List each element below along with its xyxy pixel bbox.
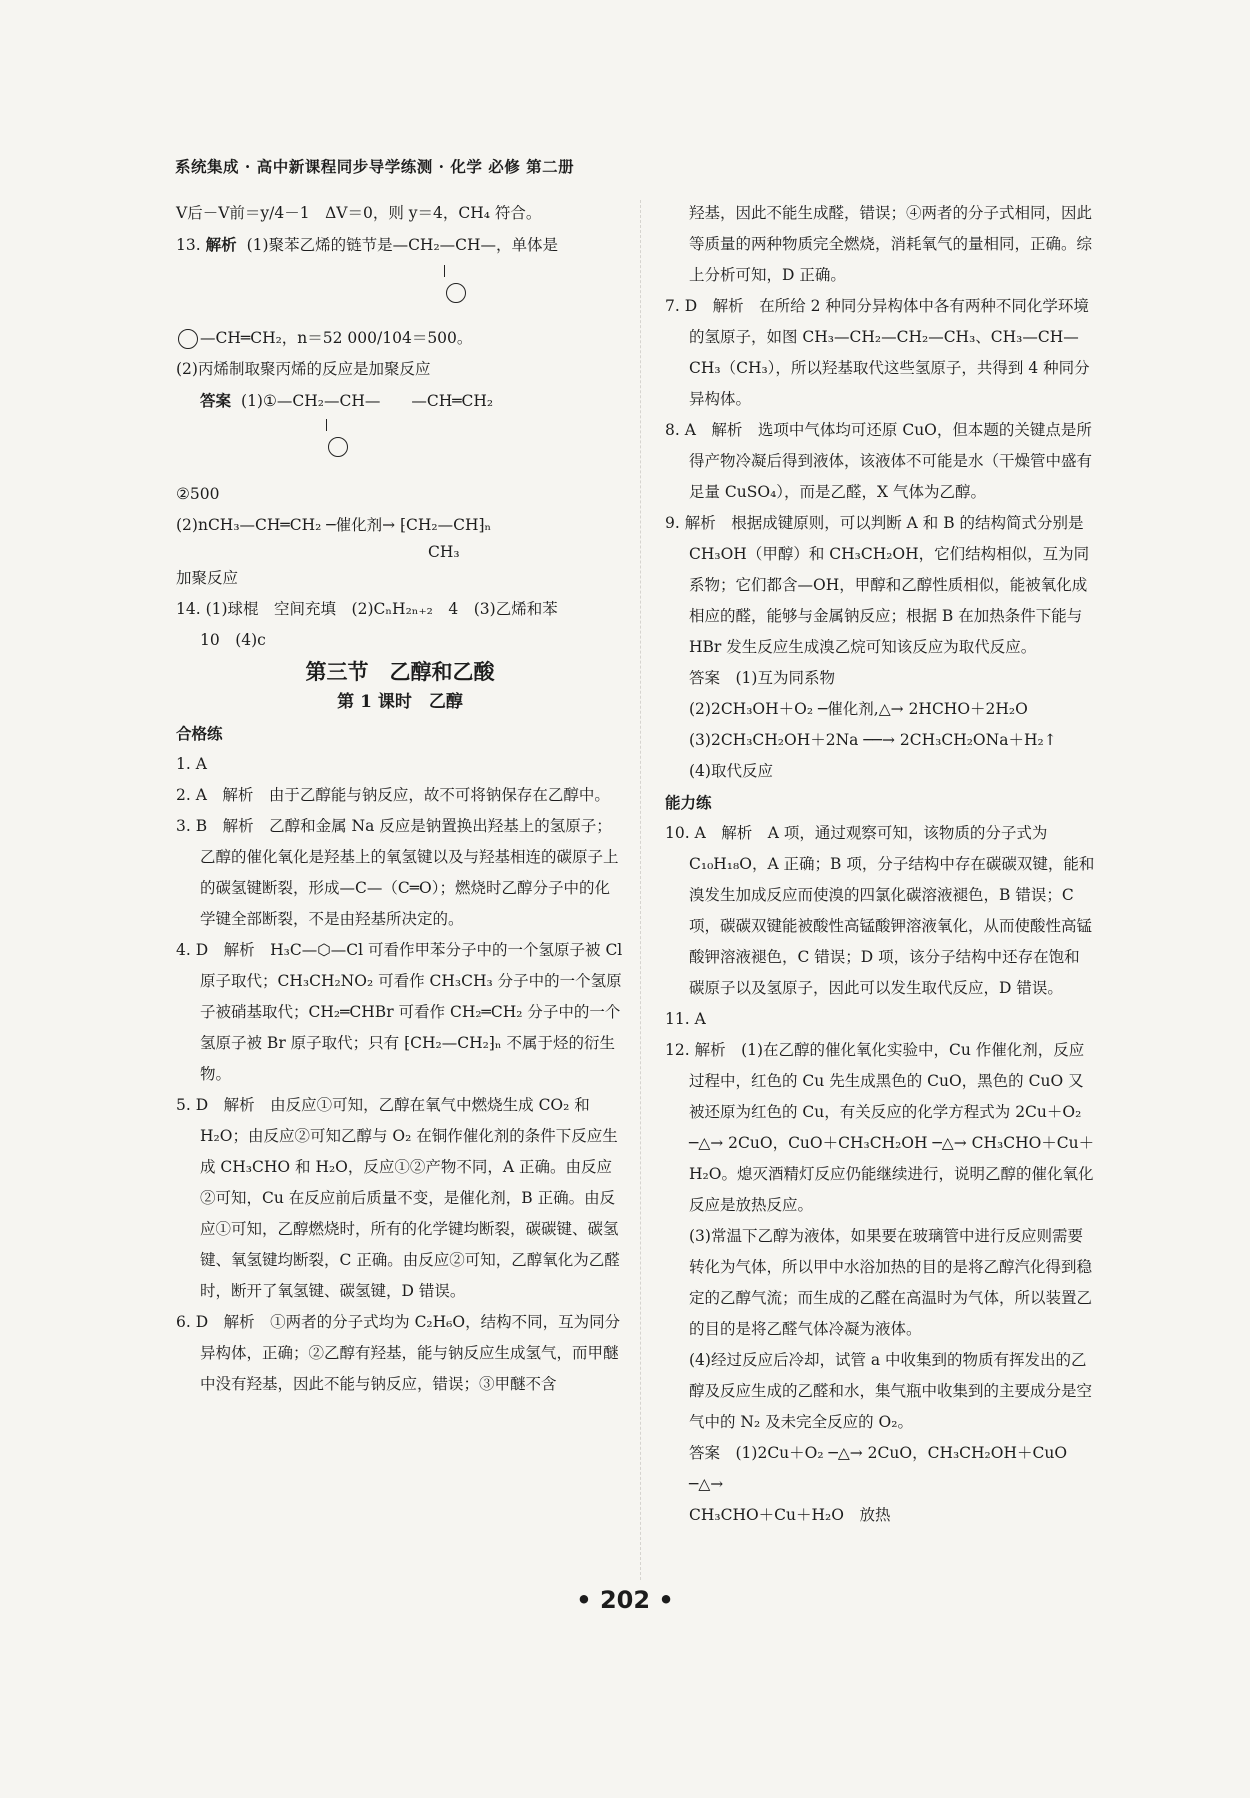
left-column [176, 198, 624, 1400]
q1: 1. A [176, 755, 207, 773]
running-header: 系统集成 · 高中新课程同步导学练测 · 化学 必修 第二册 [175, 157, 575, 176]
q11: 11. A [665, 1010, 706, 1028]
benzene-structure [176, 261, 624, 323]
answer-structure [176, 417, 624, 479]
q7: 7. D 解析 在所给 2 种同分异构体中各有两种不同化学环境的氢原子，如图 CH₃—CH₂—CH₂—CH₃、CH₃—CH—CH₃（CH₃），所以羟基取代这些氢原子，共得到 4 种同分异构体。 [665, 297, 1090, 408]
q13-answer-2: ②500 [176, 485, 220, 503]
lesson-title: 第 1 课时 乙醇 [337, 692, 463, 712]
q9-answer-4: (4)取代反应 [689, 762, 773, 780]
ability-label: 能力练 [665, 793, 712, 812]
q8: 8. A 解析 选项中气体均可还原 CuO，但本题的关键点是所得产物冷凝后得到液体，该液体不可能是水（干燥管中盛有足量 CuSO₄），而是乙醛，X 气体为乙醇。 [665, 421, 1093, 501]
q14-cont: 10 (4)c [200, 631, 266, 649]
q5: 5. D 解析 由反应①可知，乙醇在氧气中燃烧生成 CO₂ 和 H₂O；由反应②可知乙醇与 O₂ 在铜作催化剂的条件下反应生成 CH₃CHO 和 H₂O，反应①②产物不同，A 正确。由反应②可知，Cu 在反应前后质量不变，是催化剂，B 正确。由反应①可知，乙醇燃烧时，所有的化学键均断裂，碳碳键、碳氢键、氧氢键均断裂，C 正确。由反应②可知，乙醇氧化为乙醛时，断开了氧氢键、碳氢键，D 错误。 [176, 1096, 620, 1300]
q13-answer-3: (2)nCH₃—CH═CH₂ ─催化剂→ ⁅CH₂—CH⁆ₙ [176, 516, 492, 534]
q13-note: (2)丙烯制取聚丙烯的反应是加聚反应 [176, 360, 431, 378]
q6: 6. D 解析 ①两者的分子式均为 C₂H₆O，结构不同，互为同分异构体，正确；②乙醇有羟基，能与钠反应生成氢气，而甲醚中没有羟基，因此不能与钠反应，错误；③甲醚不含 [176, 1313, 621, 1393]
q2: 2. A 解析 由于乙醇能与钠反应，故不可将钠保存在乙醇中。 [176, 786, 610, 804]
q12-part3: (3)常温下乙醇为液体，如果要在玻璃管中进行反应则需要转化为气体，所以甲中水浴加热的目的是将乙醇汽化得到稳定的乙醇气流；而生成的乙醛在高温时为气体，所以装置乙的目的是将乙醛气体冷凝为液体。 [689, 1227, 1093, 1338]
q4: 4. D 解析 H₃C—⬡—Cl 可看作甲苯分子中的一个氢原子被 Cl 原子取代；CH₃CH₂NO₂ 可看作 CH₃CH₃ 分子中的一个氢原子被硝基取代；CH₂═CHBr 可看作 CH₂═CH₂ 分子中的一个氢原子被 Br 原子取代；只有 ⁅CH₂—CH₂⁆ₙ 不属于烃的衍生物。 [176, 941, 623, 1083]
q13-analysis: 13. 解析 (1)聚苯乙烯的链节是—CH₂—CH—，单体是 [176, 235, 559, 254]
practice-label: 合格练 [176, 724, 223, 743]
q9: 9. 解析 根据成键原则，可以判断 A 和 B 的结构简式分别是 CH₃OH（甲醇）和 CH₃CH₂OH，它们结构相似，互为同系物；它们都含—OH，甲醇和乙醇性质相似，能被氧化成相应的醛，能够与金属钠反应；根据 B 在加热条件下能与 HBr 发生反应生成溴乙烷可知该反应为取代反应。 [665, 514, 1090, 656]
q9-answer-2: (2)2CH₃OH＋O₂ ─催化剂,△→ 2HCHO＋2H₂O [689, 700, 1028, 718]
q13-monomer: —CH═CH₂，n＝52 000/104＝500。 [176, 323, 624, 354]
q9-answer-3: (3)2CH₃CH₂OH＋2Na ──→ 2CH₃CH₂ONa＋H₂↑ [689, 731, 1057, 749]
benzene-ring-icon [178, 329, 198, 349]
q6-cont: 羟基，因此不能生成醛，错误；④两者的分子式相同，因此等质量的两种物质完全燃烧，消耗氧气的量相同，正确。综上分析可知，D 正确。 [689, 204, 1093, 284]
column-divider [640, 200, 641, 1580]
section-title: 第三节 乙醇和乙酸 [305, 659, 495, 684]
q13-answer: 答案 (1)①—CH₂—CH— —CH═CH₂ [200, 391, 494, 410]
benzene-ring-icon [446, 283, 466, 303]
formula-line: V后－V前＝y/4－1 ΔV＝0，则 y＝4，CH₄ 符合。 [176, 204, 542, 222]
q12-answer-1: 答案 (1)2Cu＋O₂ ─△→ 2CuO，CH₃CH₂OH＋CuO ─△→ [689, 1444, 1068, 1493]
right-column [665, 198, 1095, 1531]
q10: 10. A 解析 A 项，通过观察可知，该物质的分子式为 C₁₀H₁₈O，A 正确；B 项，分子结构中存在碳碳双键，能和溴发生加成反应而使溴的四氯化碳溶液褪色，B 错误；C 项，碳碳双键能被酸性高锰酸钾溶液氧化，从而使酸性高锰酸钾溶液褪色，C 错误；D 项，该分子结构中还存在饱和碳原子以及氢原子，因此可以发生取代反应，D 错误。 [665, 824, 1095, 997]
q3: 3. B 解析 乙醇和金属 Na 反应是钠置换出羟基上的氢原子；乙醇的催化氧化是羟基上的氧氢键以及与羟基相连的碳原子上的碳氢键断裂，形成—C—（C═O）；燃烧时乙醇分子中的化学键全部断裂，不是由羟基所决定的。 [176, 817, 619, 928]
q9-answer-1: 答案 (1)互为同系物 [689, 669, 835, 687]
benzene-ring-icon [328, 437, 348, 457]
q12-answer-2: CH₃CHO＋Cu＋H₂O 放热 [689, 1506, 891, 1524]
q13-answer-3-branch: CH₃ [428, 543, 460, 561]
page-number: • 202 • [576, 1586, 674, 1614]
q14: 14. (1)球棍 空间充填 (2)CₙH₂ₙ₊₂ 4 (3)乙烯和苯 [176, 600, 558, 618]
q13-answer-4: 加聚反应 [176, 569, 239, 587]
q12: 12. 解析 (1)在乙醇的催化氧化实验中，Cu 作催化剂，反应过程中，红色的 Cu 先生成黑色的 CuO，黑色的 CuO 又被还原为红色的 Cu，有关反应的化学方程式为 2Cu＋O₂ ─△→ 2CuO，CuO＋CH₃CH₂OH ─△→ CH₃CHO＋Cu＋H₂O。熄灭酒精灯反应仍能继续进行，说明乙醇的催化氧化反应是放热反应。 [665, 1041, 1095, 1214]
q12-part4: (4)经过反应后冷却，试管 a 中收集到的物质有挥发出的乙醇及反应生成的乙醛和水，集气瓶中收集到的主要成分是空气中的 N₂ 及未完全反应的 O₂。 [689, 1351, 1093, 1431]
